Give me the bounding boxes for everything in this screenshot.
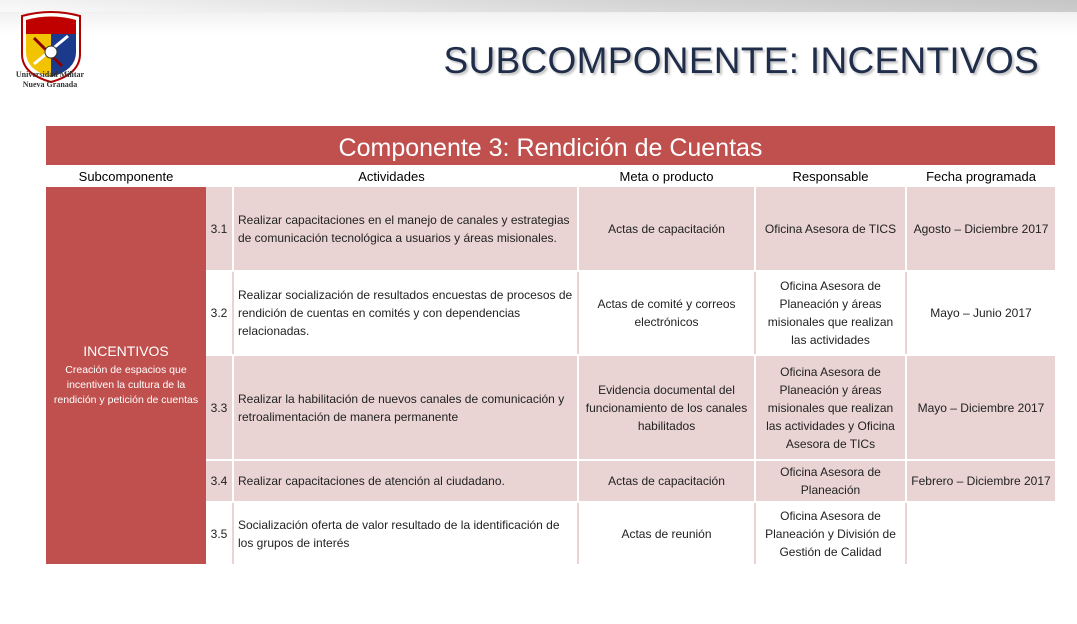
table-row: [206, 187, 1055, 270]
row-fecha: Febrero – Diciembre 2017: [911, 474, 1051, 488]
column-header-subcomponente: Subcomponente: [46, 165, 206, 187]
row-activity: Realizar capacitaciones de atención al ciudadano.: [238, 474, 505, 488]
column-header-actividades: Actividades: [206, 165, 577, 187]
row-responsable: Oficina Asesora de TICS: [764, 221, 897, 236]
column-header-meta: Meta o producto: [579, 165, 754, 187]
row-number: 3.4: [210, 474, 228, 488]
row-responsable: Oficina Asesora de Planeación: [780, 465, 881, 497]
row-meta: Actas de comité y correos electrónicos: [597, 297, 736, 329]
row-meta: Actas de reunión: [621, 526, 712, 541]
table-row: [206, 272, 1055, 354]
subcomponent-description: Creación de espacios que incentiven la cultura de la rendición y petición de cuentas: [53, 364, 199, 406]
row-number: 3.3: [210, 400, 228, 415]
row-meta: Actas de capacitación: [608, 221, 725, 236]
subcomponent-title: INCENTIVOS: [83, 343, 169, 359]
university-name-line1: Universidad Militar: [15, 70, 85, 79]
row-fecha: Mayo – Diciembre 2017: [917, 400, 1045, 415]
row-activity: Realizar la habilitación de nuevos canales de comunicación y retroalimentación de manera permanente: [238, 391, 565, 424]
row-meta: Evidencia documental del funcionamiento de los canales habilitados: [585, 382, 748, 433]
header-accent-line: [0, 0, 1077, 12]
component-header: Componente 3: Rendición de Cuentas: [46, 126, 1055, 165]
column-header-responsable: Responsable: [756, 165, 905, 187]
row-number: 3.2: [210, 306, 228, 320]
table-row: [206, 461, 1055, 501]
column-header-fecha: Fecha programada: [907, 165, 1055, 187]
university-name: [10, 70, 90, 90]
row-fecha: Mayo – Junio 2017: [930, 306, 1032, 320]
row-responsable: Oficina Asesora de Planeación y División de Gestión de Calidad: [765, 508, 896, 559]
row-number: 3.5: [210, 526, 228, 541]
row-responsable: Oficina Asesora de Planeación y áreas misionales que realizan las actividades y Oficina Asesora de TICs: [766, 364, 895, 451]
row-fecha: [907, 503, 1055, 564]
row-activity: Realizar socialización de resultados encuestas de procesos de rendición de cuentas en comités y con dependencias relacionadas.: [238, 288, 573, 338]
row-activity: Realizar capacitaciones en el manejo de canales y estrategias de comunicación tecnológica a usuarios y áreas misionales.: [238, 212, 570, 245]
row-number: 3.1: [210, 221, 228, 236]
row-activity: Socialización oferta de valor resultado de la identificación de los grupos de interés: [238, 517, 560, 550]
subcomponent-cell: [46, 187, 206, 564]
page-title: SUBCOMPONENTE: INCENTIVOS: [443, 40, 1039, 81]
university-name-line2: Nueva Granada: [22, 80, 78, 89]
row-fecha: Agosto – Diciembre 2017: [913, 221, 1049, 236]
row-responsable: Oficina Asesora de Planeación y áreas misionales que realizan las actividades: [767, 279, 894, 347]
table-row: [206, 503, 1055, 564]
row-meta: Actas de capacitación: [608, 474, 725, 488]
table-row: [206, 356, 1055, 459]
